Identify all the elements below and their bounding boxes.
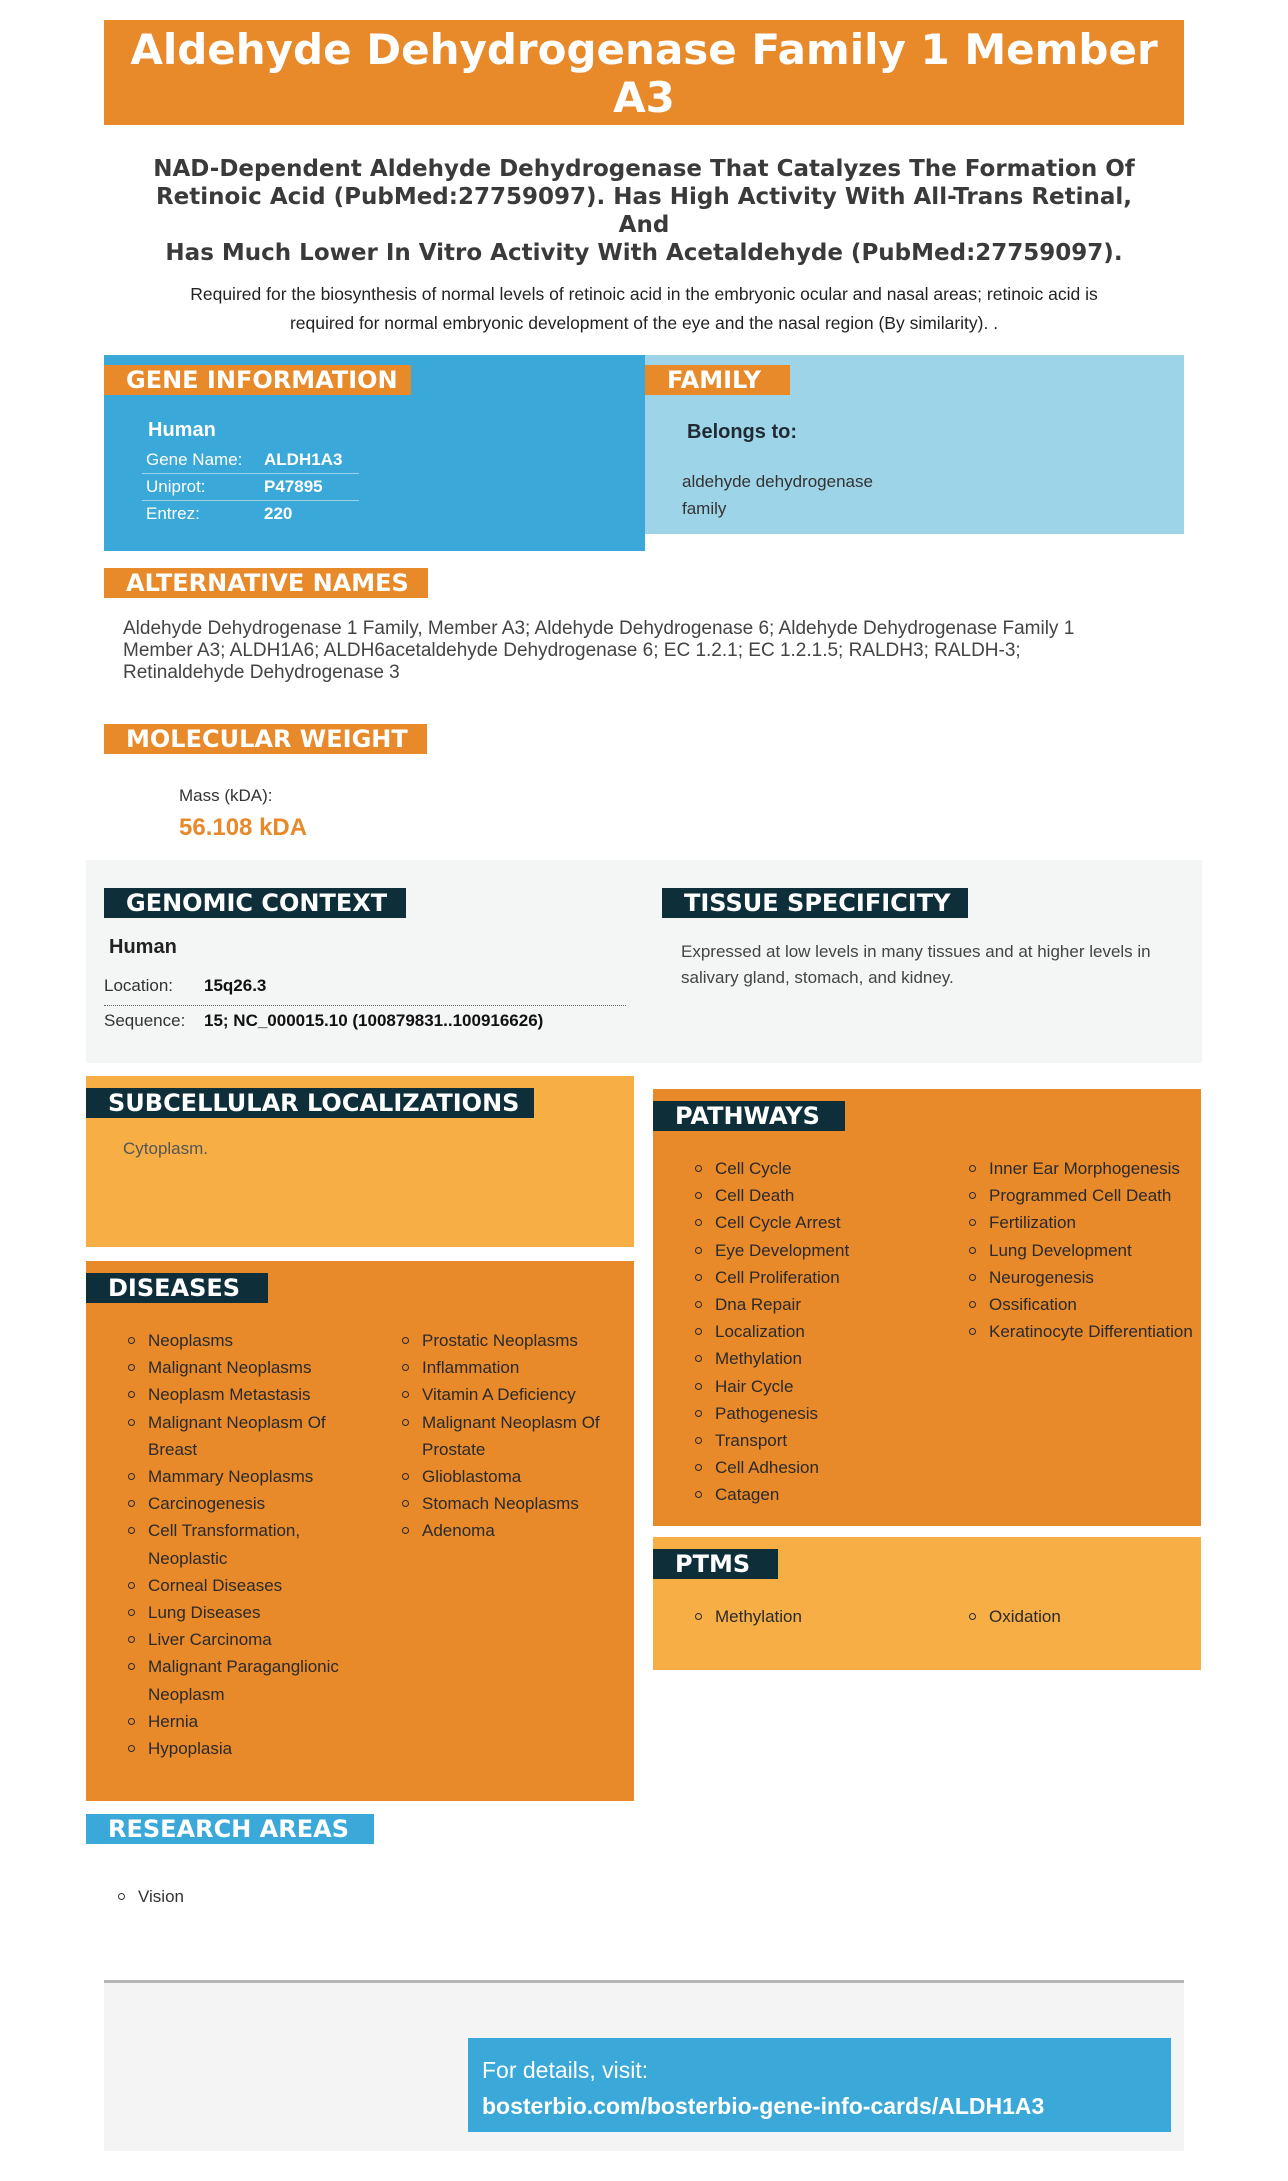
mass-value: 56.108 kDA bbox=[179, 814, 308, 841]
family-panel bbox=[645, 355, 1184, 534]
diseases-list-2 bbox=[398, 1327, 628, 1545]
entrez-label: Entrez: bbox=[146, 504, 200, 523]
disease-item: Malignant Paraganglionic Neoplasm bbox=[124, 1653, 344, 1707]
location-label: Location: bbox=[104, 976, 173, 995]
disease-item: Prostatic Neoplasms bbox=[398, 1327, 628, 1354]
ptms-heading: PTMS bbox=[653, 1549, 778, 1579]
ptms-list-2 bbox=[965, 1603, 1195, 1630]
pathway-item: Programmed Cell Death bbox=[965, 1182, 1195, 1209]
gene-name-label: Gene Name: bbox=[146, 450, 243, 469]
disease-item: Neoplasms bbox=[124, 1327, 344, 1354]
description-line: Required for the biosynthesis of normal levels of retinoic acid in the embryonic ocular and nasal areas; retinoic acid is bbox=[190, 284, 1098, 304]
disease-item: Malignant Neoplasms bbox=[124, 1354, 344, 1381]
disease-item: Stomach Neoplasms bbox=[398, 1490, 628, 1517]
genomic-tissue-panel bbox=[86, 860, 1202, 1063]
tissue-line: salivary gland, stomach, and kidney. bbox=[681, 968, 954, 987]
family-line: aldehyde dehydrogenase bbox=[682, 472, 873, 491]
disease-item: Malignant Neoplasm Of Prostate bbox=[398, 1409, 628, 1463]
sequence-value: 15; NC_000015.10 (100879831..100916626) bbox=[204, 1011, 544, 1030]
diseases-list-1 bbox=[124, 1327, 344, 1762]
research-area-item: Vision bbox=[114, 1883, 514, 1910]
gene-name-value: ALDH1A3 bbox=[264, 450, 343, 469]
disease-item: Inflammation bbox=[398, 1354, 628, 1381]
location-value: 15q26.3 bbox=[204, 976, 267, 995]
pathway-item: Ossification bbox=[965, 1291, 1195, 1318]
pathway-item: Cell Death bbox=[691, 1182, 931, 1209]
pathway-item: Eye Development bbox=[691, 1237, 931, 1264]
ptms-list-1 bbox=[691, 1603, 931, 1630]
pathway-item: Hair Cycle bbox=[691, 1373, 931, 1400]
ptms-panel bbox=[653, 1537, 1201, 1670]
subcellular-heading: SUBCELLULAR LOCALIZATIONS bbox=[86, 1088, 534, 1118]
uniprot-value: P47895 bbox=[264, 477, 323, 496]
alternative-names-heading: ALTERNATIVE NAMES bbox=[104, 568, 428, 598]
pathway-item: Dna Repair bbox=[691, 1291, 931, 1318]
disease-item: Mammary Neoplasms bbox=[124, 1463, 344, 1490]
subcellular-text: Cytoplasm. bbox=[123, 1139, 209, 1158]
family-name bbox=[682, 468, 873, 522]
pathways-panel bbox=[653, 1089, 1201, 1526]
disease-item: Carcinogenesis bbox=[124, 1490, 344, 1517]
tissue-specificity-heading: TISSUE SPECIFICITY bbox=[662, 888, 968, 918]
function-summary bbox=[140, 155, 1148, 267]
disease-item: Neoplasm Metastasis bbox=[124, 1381, 344, 1408]
uniprot-row bbox=[142, 474, 359, 501]
ptm-item: Methylation bbox=[691, 1603, 931, 1630]
pathway-item: Localization bbox=[691, 1318, 931, 1345]
gene-information-panel bbox=[104, 355, 645, 551]
alt-names-line: Member A3; ALDH1A6; ALDH6acetaldehyde Dehydrogenase 6; EC 1.2.1; EC 1.2.1.5; RALDH3; RALDH-3; bbox=[123, 640, 1021, 661]
pathway-item: Pathogenesis bbox=[691, 1400, 931, 1427]
entrez-value: 220 bbox=[264, 504, 293, 523]
disease-item: Glioblastoma bbox=[398, 1463, 628, 1490]
subtitle-line: Has Much Lower In Vitro Activity With Acetaldehyde (PubMed:27759097). bbox=[165, 240, 1123, 266]
subcellular-panel bbox=[86, 1076, 634, 1247]
belongs-to-label: Belongs to: bbox=[687, 421, 797, 443]
molecular-weight-heading: MOLECULAR WEIGHT bbox=[104, 724, 427, 754]
title-line-1: Aldehyde Dehydrogenase Family 1 Member A3 bbox=[130, 25, 1158, 122]
tissue-specificity-text bbox=[681, 939, 1181, 991]
uniprot-label: Uniprot: bbox=[146, 477, 206, 496]
research-areas-heading: RESEARCH AREAS bbox=[86, 1814, 374, 1844]
pathway-item: Neurogenesis bbox=[965, 1264, 1195, 1291]
disease-item: Malignant Neoplasm Of Breast bbox=[124, 1409, 344, 1463]
pathways-heading: PATHWAYS bbox=[653, 1101, 845, 1131]
pathway-item: Transport bbox=[691, 1427, 931, 1454]
details-url-link[interactable]: bosterbio.com/bosterbio-gene-info-cards/ALDH1A3 bbox=[482, 2093, 1045, 2119]
disease-item: Hypoplasia bbox=[124, 1735, 344, 1762]
pathway-item: Catagen bbox=[691, 1481, 931, 1508]
family-line: family bbox=[682, 499, 727, 518]
tissue-line: Expressed at low levels in many tissues and at higher levels in bbox=[681, 942, 1151, 961]
disease-item: Liver Carcinoma bbox=[124, 1626, 344, 1653]
alt-names-line: Aldehyde Dehydrogenase 1 Family, Member A3; Aldehyde Dehydrogenase 6; Aldehyde Dehydrogenase Family 1 bbox=[123, 618, 1075, 639]
gene-name-row bbox=[142, 447, 359, 474]
genomic-species: Human bbox=[109, 936, 177, 958]
disease-item: Corneal Diseases bbox=[124, 1572, 344, 1599]
gene-information-heading: GENE INFORMATION bbox=[104, 365, 411, 395]
pathway-item: Cell Adhesion bbox=[691, 1454, 931, 1481]
disease-item: Adenoma bbox=[398, 1517, 628, 1544]
ptm-item: Oxidation bbox=[965, 1603, 1195, 1630]
details-link-card[interactable] bbox=[468, 2038, 1171, 2132]
pathway-item: Fertilization bbox=[965, 1209, 1195, 1236]
mass-label: Mass (kDA): bbox=[179, 786, 273, 805]
gene-species: Human bbox=[148, 419, 216, 441]
sequence-label: Sequence: bbox=[104, 1011, 186, 1030]
details-label: For details, visit: bbox=[482, 2057, 649, 2083]
alternative-names-list bbox=[123, 618, 1173, 684]
research-areas-list bbox=[114, 1883, 514, 1910]
function-description bbox=[140, 280, 1148, 338]
pathway-item: Inner Ear Morphogenesis bbox=[965, 1155, 1195, 1182]
family-heading: FAMILY bbox=[645, 365, 790, 395]
disease-item: Vitamin A Deficiency bbox=[398, 1381, 628, 1408]
disease-item: Hernia bbox=[124, 1708, 344, 1735]
diseases-panel bbox=[86, 1261, 634, 1801]
title-line-2: (ALDH1A3) bbox=[514, 121, 774, 170]
diseases-heading: DISEASES bbox=[86, 1273, 268, 1303]
pathways-list-1 bbox=[691, 1155, 931, 1509]
pathway-item: Cell Cycle Arrest bbox=[691, 1209, 931, 1236]
pathways-list-2 bbox=[965, 1155, 1195, 1345]
pathway-item: Lung Development bbox=[965, 1237, 1195, 1264]
subtitle-line: Retinoic Acid (PubMed:27759097). Has High Activity With All-Trans Retinal, And bbox=[155, 184, 1133, 238]
disease-item: Cell Transformation, Neoplastic bbox=[124, 1517, 344, 1571]
pathway-item: Keratinocyte Differentiation bbox=[965, 1318, 1195, 1345]
genomic-context-heading: GENOMIC CONTEXT bbox=[104, 888, 406, 918]
pathway-item: Methylation bbox=[691, 1345, 931, 1372]
disease-item: Lung Diseases bbox=[124, 1599, 344, 1626]
subtitle-line: NAD-Dependent Aldehyde Dehydrogenase That Catalyzes The Formation Of bbox=[153, 156, 1135, 182]
entrez-row bbox=[142, 501, 359, 528]
alt-names-line: Retinaldehyde Dehydrogenase 3 bbox=[123, 662, 400, 683]
pathway-item: Cell Cycle bbox=[691, 1155, 931, 1182]
pathway-item: Cell Proliferation bbox=[691, 1264, 931, 1291]
description-line: required for normal embryonic development of the eye and the nasal region (By similarity). . bbox=[289, 313, 999, 333]
location-row bbox=[104, 976, 626, 1006]
